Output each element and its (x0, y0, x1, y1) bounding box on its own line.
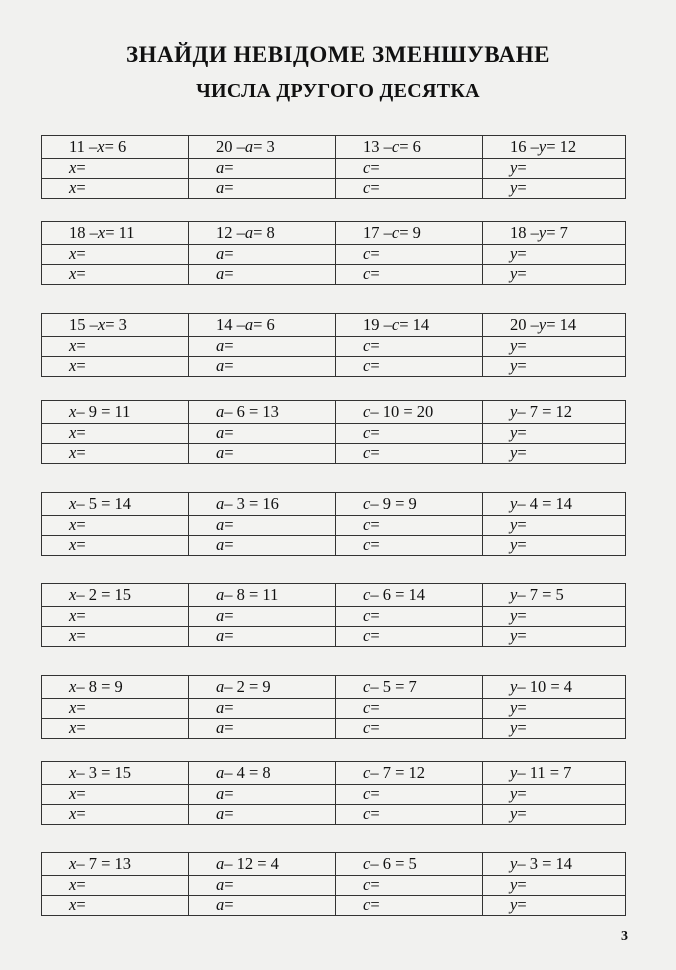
equation-cell: c – 6 = 5 (336, 853, 483, 876)
answer-field[interactable]: x = (42, 607, 189, 627)
equation-cell: y – 3 = 14 (483, 853, 625, 876)
answer-field[interactable]: y = (510, 357, 527, 376)
equation-cell: 18 – y = 7 (483, 222, 625, 245)
equation-cell: x – 9 = 11 (42, 401, 189, 424)
equation-block (41, 400, 626, 464)
answer-field[interactable]: y = (483, 516, 625, 536)
answer-field[interactable]: c = (336, 627, 483, 646)
answer-field[interactable]: y = (483, 159, 625, 179)
answer-field[interactable]: c = (336, 785, 483, 805)
answer-field[interactable]: x = (42, 516, 189, 536)
equation-cell: 11 – x = 6 (42, 136, 189, 159)
answer-field[interactable]: c = (336, 337, 483, 357)
answer-field[interactable]: y = (483, 337, 625, 357)
equation-cell: c – 10 = 20 (336, 401, 483, 424)
answer-field[interactable]: y = (510, 444, 527, 463)
equation-cell: x – 3 = 15 (42, 762, 189, 785)
answer-field[interactable]: y = (510, 896, 527, 915)
answer-field[interactable]: a = (189, 444, 336, 463)
equation-block (41, 313, 626, 377)
answer-field[interactable]: x = (42, 896, 189, 915)
equation-cell: a – 2 = 9 (189, 676, 336, 699)
answer-field[interactable]: y = (510, 179, 527, 198)
answer-field[interactable]: x = (42, 424, 189, 444)
equation-block (41, 492, 626, 556)
answer-field[interactable]: a = (189, 357, 336, 376)
answer-field[interactable]: y = (510, 265, 527, 284)
equation-cell: y – 11 = 7 (483, 762, 625, 785)
equation-cell: c – 5 = 7 (336, 676, 483, 699)
answer-field[interactable]: c = (336, 444, 483, 463)
answer-field[interactable]: c = (336, 245, 483, 265)
page-subtitle: ЧИСЛА ДРУГОГО ДЕСЯТКА (196, 80, 480, 102)
answer-field[interactable]: y = (483, 785, 625, 805)
answer-field[interactable]: y = (483, 424, 625, 444)
equation-cell: 20 – a = 3 (189, 136, 336, 159)
page-title: ЗНАЙДИ НЕВІДОМЕ ЗМЕНШУВАНЕ (126, 42, 550, 67)
answer-field[interactable]: a = (189, 785, 336, 805)
answer-field[interactable]: x = (42, 245, 189, 265)
answer-field[interactable]: a = (189, 627, 336, 646)
answer-field[interactable]: y = (483, 245, 625, 265)
equation-cell: x – 7 = 13 (42, 853, 189, 876)
answer-field[interactable]: x = (42, 719, 189, 738)
equation-cell: a – 4 = 8 (189, 762, 336, 785)
answer-field[interactable]: c = (336, 896, 483, 915)
equation-cell: 13 – c = 6 (336, 136, 483, 159)
answer-field[interactable]: y = (483, 607, 625, 627)
answer-field[interactable]: x = (42, 159, 189, 179)
answer-field[interactable]: c = (336, 516, 483, 536)
answer-field[interactable]: x = (42, 265, 189, 284)
equation-cell: x – 5 = 14 (42, 493, 189, 516)
answer-field[interactable]: y = (510, 805, 527, 824)
answer-field[interactable]: a = (189, 159, 336, 179)
answer-field[interactable]: y = (510, 536, 527, 555)
answer-field[interactable]: y = (510, 627, 527, 646)
answer-field[interactable]: y = (483, 876, 625, 896)
answer-field[interactable]: x = (42, 536, 189, 555)
answer-field[interactable]: x = (42, 805, 189, 824)
equation-cell: 17 – c = 9 (336, 222, 483, 245)
answer-field[interactable]: c = (336, 607, 483, 627)
equation-block (41, 135, 626, 199)
equation-cell: a – 3 = 16 (189, 493, 336, 516)
equation-block (41, 221, 626, 285)
answer-field[interactable]: c = (336, 357, 483, 376)
answer-field[interactable]: a = (189, 179, 336, 198)
answer-field[interactable]: y = (510, 719, 527, 738)
answer-field[interactable]: c = (336, 699, 483, 719)
equation-cell: 18 – x = 11 (42, 222, 189, 245)
equation-cell: 12 – a = 8 (189, 222, 336, 245)
answer-field[interactable]: x = (42, 444, 189, 463)
answer-field[interactable]: c = (336, 424, 483, 444)
answer-field[interactable]: x = (42, 785, 189, 805)
equation-cell: c – 6 = 14 (336, 584, 483, 607)
answer-field[interactable]: a = (189, 876, 336, 896)
answer-field[interactable]: c = (336, 159, 483, 179)
equation-cell: 15 – x = 3 (42, 314, 189, 337)
answer-field[interactable]: x = (42, 357, 189, 376)
answer-field[interactable]: x = (42, 876, 189, 896)
page-number: 3 (621, 929, 628, 944)
answer-field[interactable]: a = (189, 265, 336, 284)
equation-cell: c – 7 = 12 (336, 762, 483, 785)
answer-field[interactable]: c = (336, 179, 483, 198)
equation-cell: 19 – c = 14 (336, 314, 483, 337)
answer-field[interactable]: c = (336, 265, 483, 284)
answer-field[interactable]: a = (189, 516, 336, 536)
equation-cell: y – 4 = 14 (483, 493, 625, 516)
equation-cell: a – 8 = 11 (189, 584, 336, 607)
answer-field[interactable]: c = (336, 876, 483, 896)
equation-cell: y – 7 = 12 (483, 401, 625, 424)
answer-field[interactable]: a = (189, 896, 336, 915)
answer-field[interactable]: a = (189, 719, 336, 738)
answer-field[interactable]: y = (483, 699, 625, 719)
equation-cell: y – 10 = 4 (483, 676, 625, 699)
equation-cell: a – 6 = 13 (189, 401, 336, 424)
equation-cell: 16 – y = 12 (483, 136, 625, 159)
answer-field[interactable]: x = (42, 627, 189, 646)
equation-cell: 20 – y = 14 (483, 314, 625, 337)
answer-field[interactable]: a = (189, 699, 336, 719)
answer-field[interactable]: x = (42, 699, 189, 719)
answer-field[interactable]: a = (189, 424, 336, 444)
equation-cell: x – 2 = 15 (42, 584, 189, 607)
equation-cell: 14 – a = 6 (189, 314, 336, 337)
answer-field[interactable]: a = (189, 536, 336, 555)
answer-field[interactable]: a = (189, 805, 336, 824)
equation-cell: c – 9 = 9 (336, 493, 483, 516)
equation-cell: y – 7 = 5 (483, 584, 625, 607)
answer-field[interactable]: a = (189, 245, 336, 265)
answer-field[interactable]: c = (336, 719, 483, 738)
equation-block (41, 761, 626, 825)
equation-block (41, 675, 626, 739)
answer-field[interactable]: x = (42, 179, 189, 198)
answer-field[interactable]: a = (189, 337, 336, 357)
answer-field[interactable]: c = (336, 536, 483, 555)
answer-field[interactable]: x = (42, 337, 189, 357)
answer-field[interactable]: c = (336, 805, 483, 824)
equation-cell: a – 12 = 4 (189, 853, 336, 876)
equation-block (41, 583, 626, 647)
answer-field[interactable]: a = (189, 607, 336, 627)
equation-block (41, 852, 626, 916)
equation-cell: x – 8 = 9 (42, 676, 189, 699)
